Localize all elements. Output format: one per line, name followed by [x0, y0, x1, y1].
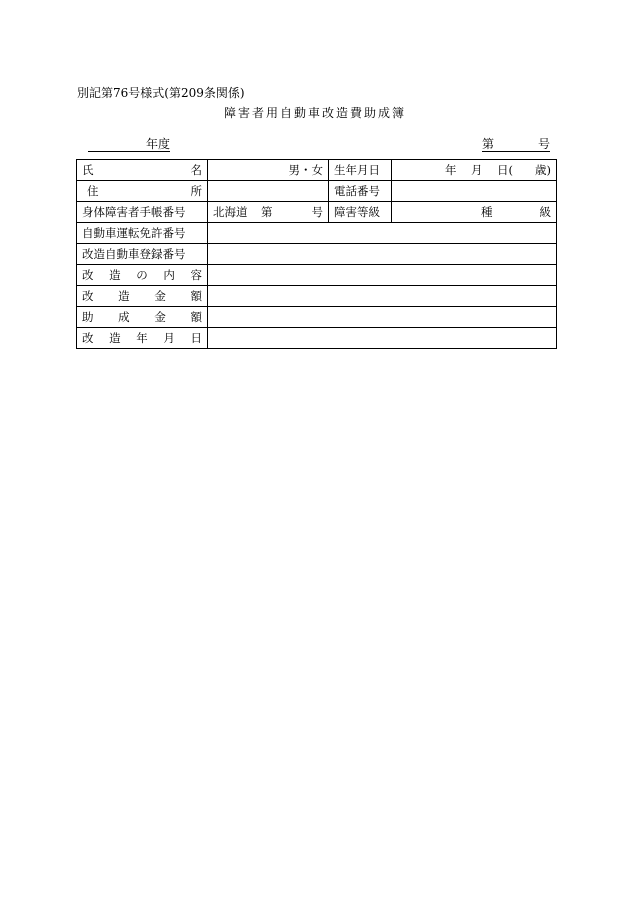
- birth-month-label: 月: [471, 163, 483, 177]
- grade-label: 障害等級: [334, 205, 380, 219]
- record-number-field[interactable]: [482, 137, 550, 152]
- birth-day-label: 日(: [497, 163, 513, 177]
- table-row: [77, 181, 557, 202]
- date-label-char: 年: [136, 331, 148, 345]
- table-row: [77, 265, 557, 286]
- amount-label-char: 額: [190, 289, 202, 303]
- birthdate-cell[interactable]: [392, 160, 557, 181]
- table-row: [77, 223, 557, 244]
- handbook-prefecture: 北海道: [213, 205, 248, 219]
- phone-cell[interactable]: [392, 181, 557, 202]
- date-cell[interactable]: [208, 328, 557, 349]
- amount-label-char: 改: [82, 289, 94, 303]
- address-label-cell: [77, 181, 208, 202]
- fiscal-year-label: 年度: [145, 137, 170, 151]
- table-row: [77, 202, 557, 223]
- content-label-char: の: [136, 268, 148, 282]
- subsidy-register-table: [76, 159, 557, 349]
- content-label-cell: [77, 265, 208, 286]
- subsidy-label-char: 助: [82, 310, 94, 324]
- amount-label-char: 金: [154, 289, 166, 303]
- handbook-label: 身体障害者手帳番号: [82, 205, 186, 219]
- registration-cell[interactable]: [208, 244, 557, 265]
- content-cell[interactable]: [208, 265, 557, 286]
- address-label-char: 住: [87, 184, 99, 198]
- content-label-char: 改: [82, 268, 94, 282]
- registration-label: 改造自動車登録番号: [82, 247, 186, 261]
- amount-cell[interactable]: [208, 286, 557, 307]
- table-row: [77, 286, 557, 307]
- age-label: 歳): [535, 163, 551, 177]
- grade-kind-label: 種: [481, 205, 493, 219]
- content-label-char: 容: [190, 268, 202, 282]
- address-label-char: 所: [190, 184, 202, 198]
- name-label-char: 氏: [82, 163, 94, 177]
- fiscal-year-field[interactable]: [88, 137, 170, 152]
- amount-label-char: 造: [118, 289, 130, 303]
- table-row: [77, 244, 557, 265]
- table-row: [77, 307, 557, 328]
- phone-label: 電話番号: [334, 184, 380, 198]
- subsidy-label-char: 成: [118, 310, 130, 324]
- name-label-char: 名: [190, 163, 202, 177]
- birthdate-label: 生年月日: [334, 163, 380, 177]
- birth-year-label: 年: [445, 163, 457, 177]
- grade-label-cell: [329, 202, 392, 223]
- subsidy-label-char: 額: [190, 310, 202, 324]
- grade-cell[interactable]: [392, 202, 557, 223]
- table-row: [77, 328, 557, 349]
- amount-label-cell: [77, 286, 208, 307]
- table-row: [77, 160, 557, 181]
- date-label-char: 日: [190, 331, 202, 345]
- registration-label-cell: [77, 244, 208, 265]
- gender-cell[interactable]: [208, 160, 329, 181]
- form-reference: 別記第76号様式(第209条関係): [77, 86, 245, 100]
- document-title: 障害者用自動車改造費助成簿: [223, 106, 406, 120]
- subsidy-label-cell: [77, 307, 208, 328]
- record-number-prefix: 第: [482, 137, 495, 151]
- address-cell[interactable]: [208, 181, 329, 202]
- content-label-char: 内: [163, 268, 175, 282]
- date-label-char: 造: [109, 331, 121, 345]
- gender-options: 男・女: [288, 163, 323, 177]
- grade-level-label: 級: [539, 205, 551, 219]
- date-label-cell: [77, 328, 208, 349]
- record-number-suffix: 号: [537, 137, 550, 151]
- handbook-label-cell: [77, 202, 208, 223]
- date-label-char: 月: [163, 331, 175, 345]
- license-label-cell: [77, 223, 208, 244]
- handbook-number-suffix: 号: [311, 205, 323, 219]
- handbook-number-cell[interactable]: [208, 202, 329, 223]
- phone-label-cell: [329, 181, 392, 202]
- license-label: 自動車運転免許番号: [82, 226, 186, 240]
- license-cell[interactable]: [208, 223, 557, 244]
- date-label-char: 改: [82, 331, 94, 345]
- name-label-cell: [77, 160, 208, 181]
- handbook-number-prefix: 第: [261, 205, 273, 219]
- content-label-char: 造: [109, 268, 121, 282]
- subsidy-cell[interactable]: [208, 307, 557, 328]
- birthdate-label-cell: [329, 160, 392, 181]
- subsidy-label-char: 金: [154, 310, 166, 324]
